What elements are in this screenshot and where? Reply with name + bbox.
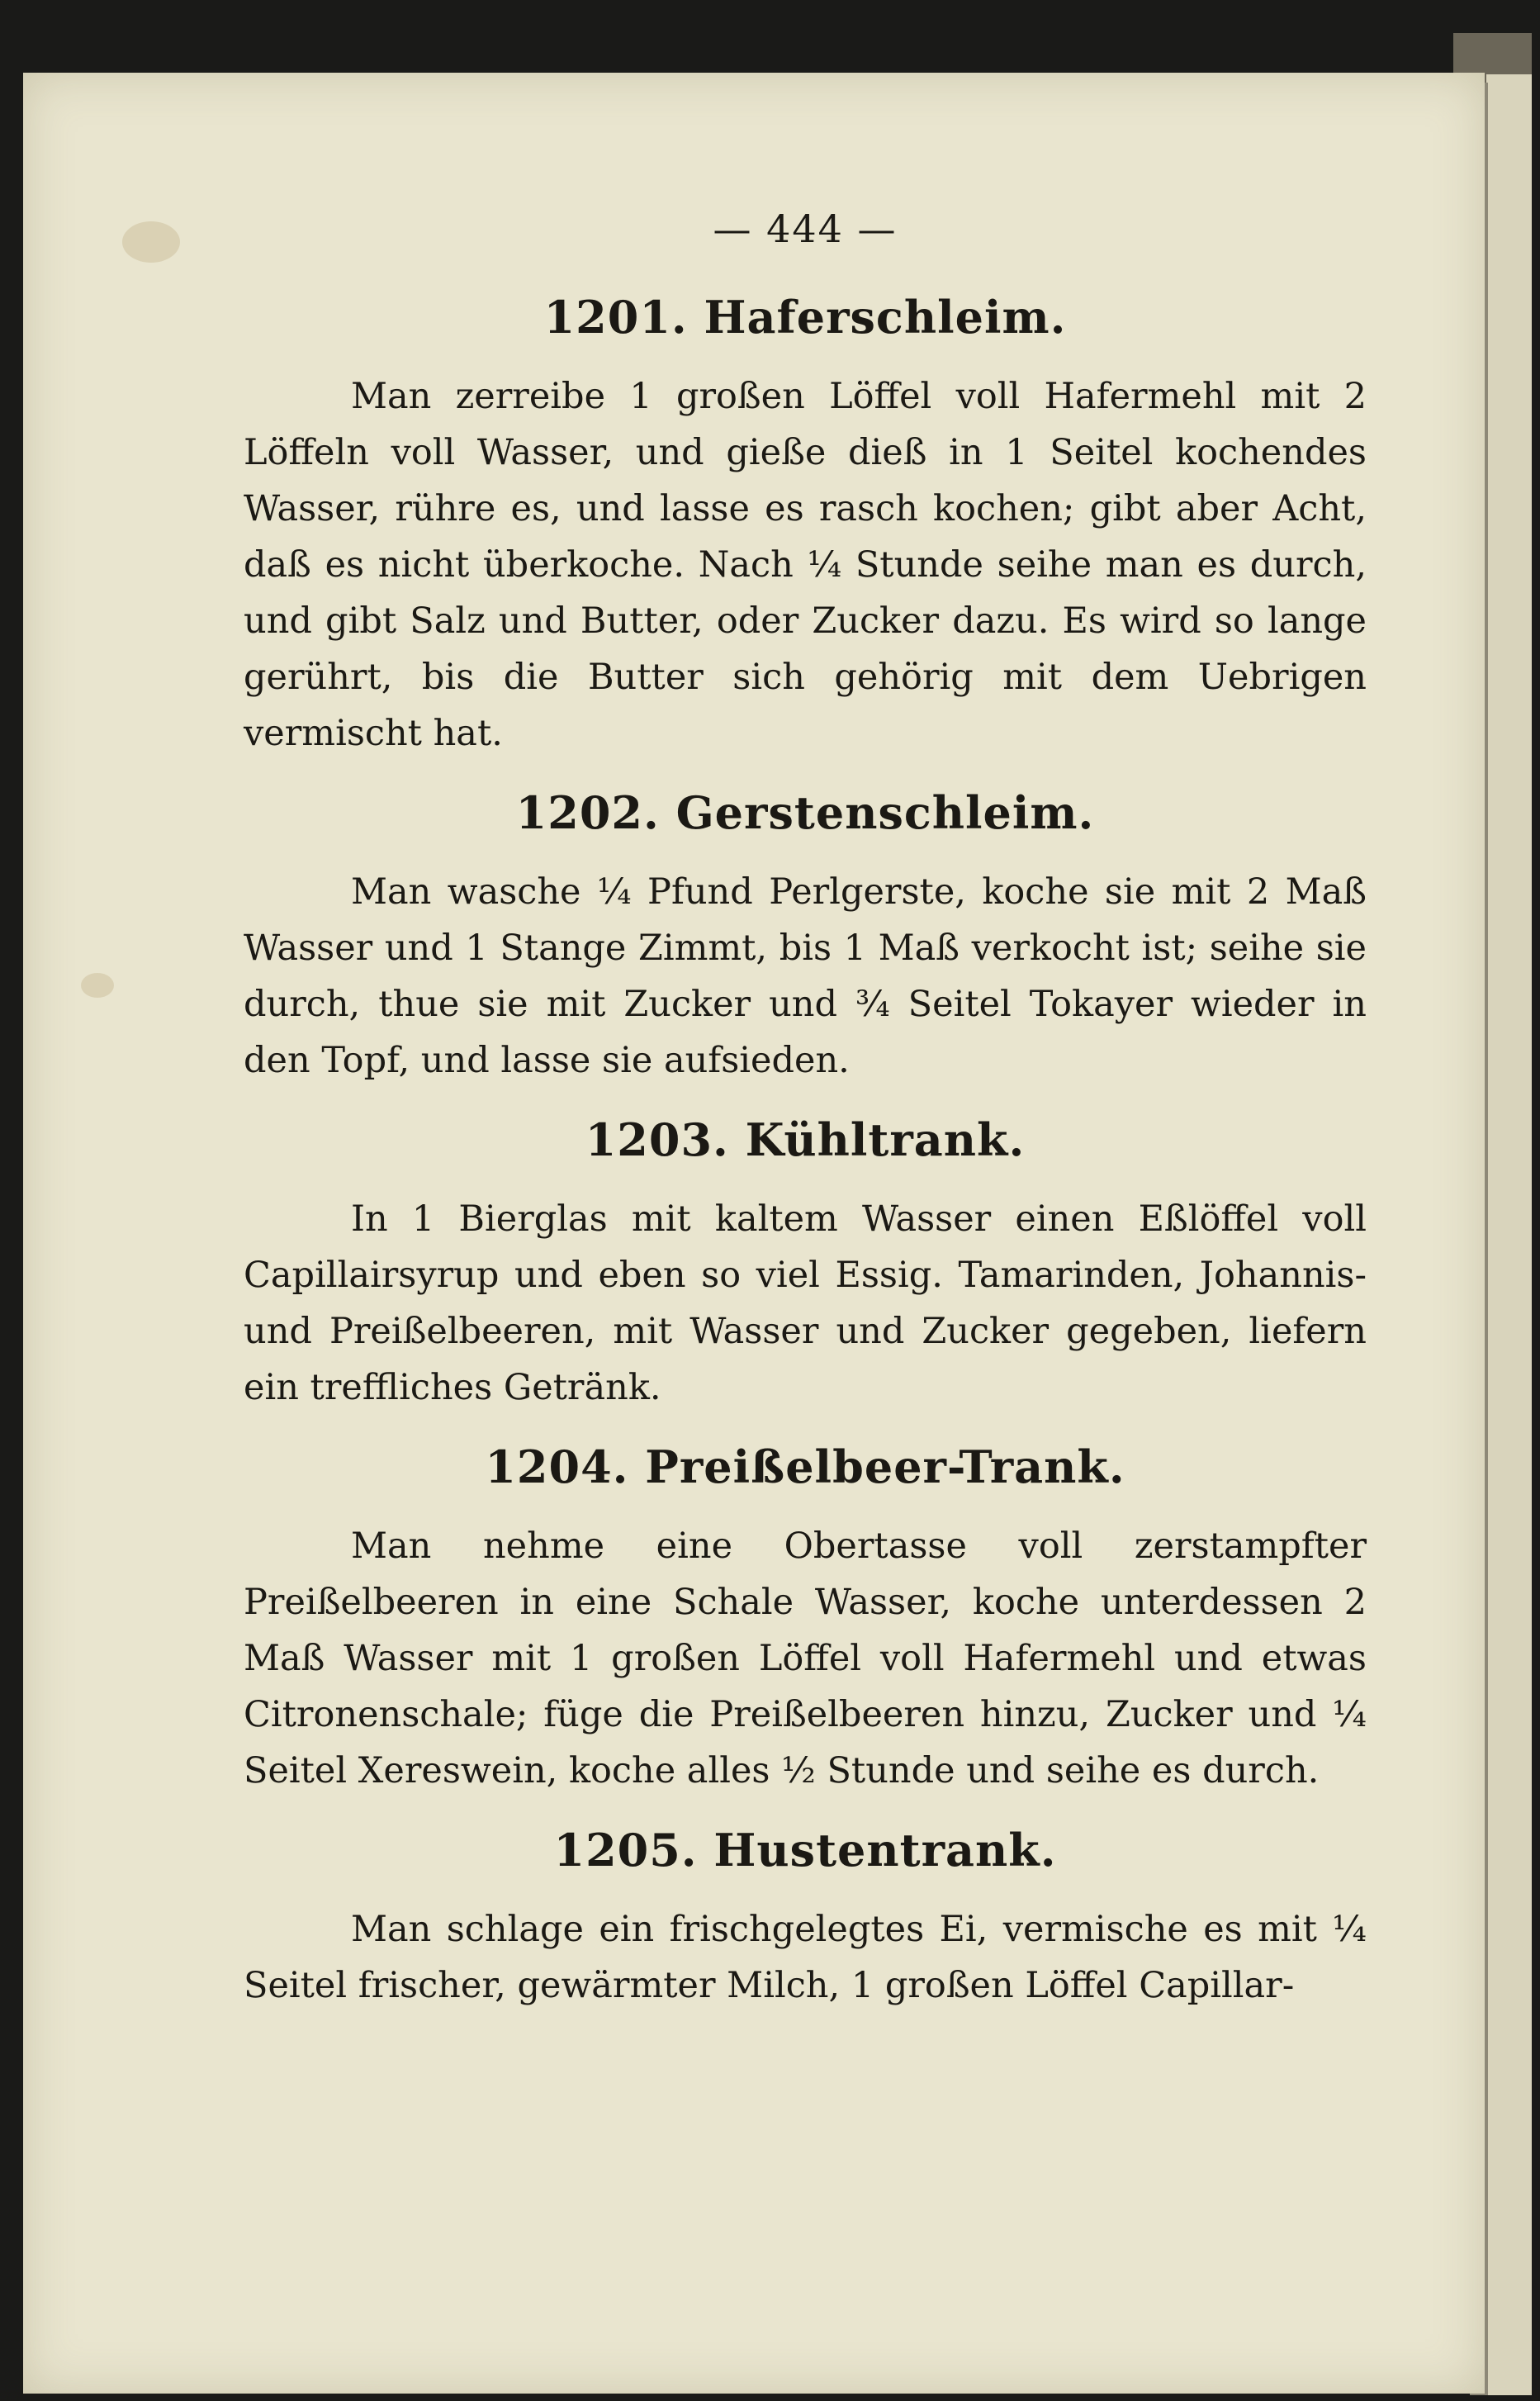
- recipe-text: Man wasche ¼ Pfund Perlgerste, koche sie mit 2 Maß Wasser und 1 Stange Zimmt, bis 1 Maß verkocht ist; seihe sie durch, thue sie mit Zucker und ¾ Seitel Tokayer wieder in den Topf, und lasse sie aufsieden.: [244, 871, 1367, 1081]
- paper-stain: [122, 221, 180, 263]
- recipe-title: 1205. Hustentrank.: [553, 1824, 1057, 1877]
- recipe-1203: [244, 1113, 1367, 1416]
- recipe-text: In 1 Bierglas mit kaltem Wasser einen Eßlöffel voll Capillairsyrup und eben so viel Essig. Tamarinden, Johannis- und Preißelbeeren, mit Wasser und Zucker gegeben, liefern ein treffliches Getränk.: [244, 1198, 1367, 1408]
- recipe-title: 1202. Gerstenschleim.: [515, 786, 1095, 839]
- paper-stain: [81, 973, 114, 998]
- recipe-title: 1204. Preißelbeer-Trank.: [485, 1440, 1125, 1493]
- recipe-1204: [244, 1440, 1367, 1799]
- recipe-title: 1201. Haferschleim.: [543, 291, 1067, 344]
- recipe-1202: [244, 786, 1367, 1089]
- page-number: — 444 —: [713, 206, 898, 251]
- recipe-text: Man zerreibe 1 großen Löffel voll Hafermehl mit 2 Löffeln voll Wasser, und gieße dieß in 1 Seitel kochendes Wasser, rühre es, und lasse es rasch kochen; gibt aber Acht, daß es nicht überkoche. Nach ¼ Stunde seihe man es durch, und gibt Salz und Butter, oder Zucker dazu. Es wird so lange gerührt, bis die Butter sich gehörig mit dem Uebrigen vermischt hat.: [244, 376, 1367, 754]
- recipe-text: Man schlage ein frischgelegtes Ei, vermische es mit ¼ Seitel frischer, gewärmter Milch, 1 großen Löffel Capillar-: [244, 1909, 1367, 2006]
- recipe-title: 1203. Kühltrank.: [585, 1113, 1026, 1166]
- recipe-text: Man nehme eine Obertasse voll zerstampfter Preißelbeeren in eine Schale Wasser, koche unterdessen 2 Maß Wasser mit 1 großen Löffel voll Hafermehl und etwas Citronenschale; füge die Preißelbeeren hinzu, Zucker und ¼ Seitel Xereswein, koche alles ½ Stunde und seihe es durch.: [244, 1526, 1367, 1791]
- next-page-edge: [1486, 74, 1532, 2395]
- recipe-1201: [244, 291, 1367, 762]
- recipe-1205: [244, 1824, 1367, 2014]
- page-content: [244, 206, 1367, 2038]
